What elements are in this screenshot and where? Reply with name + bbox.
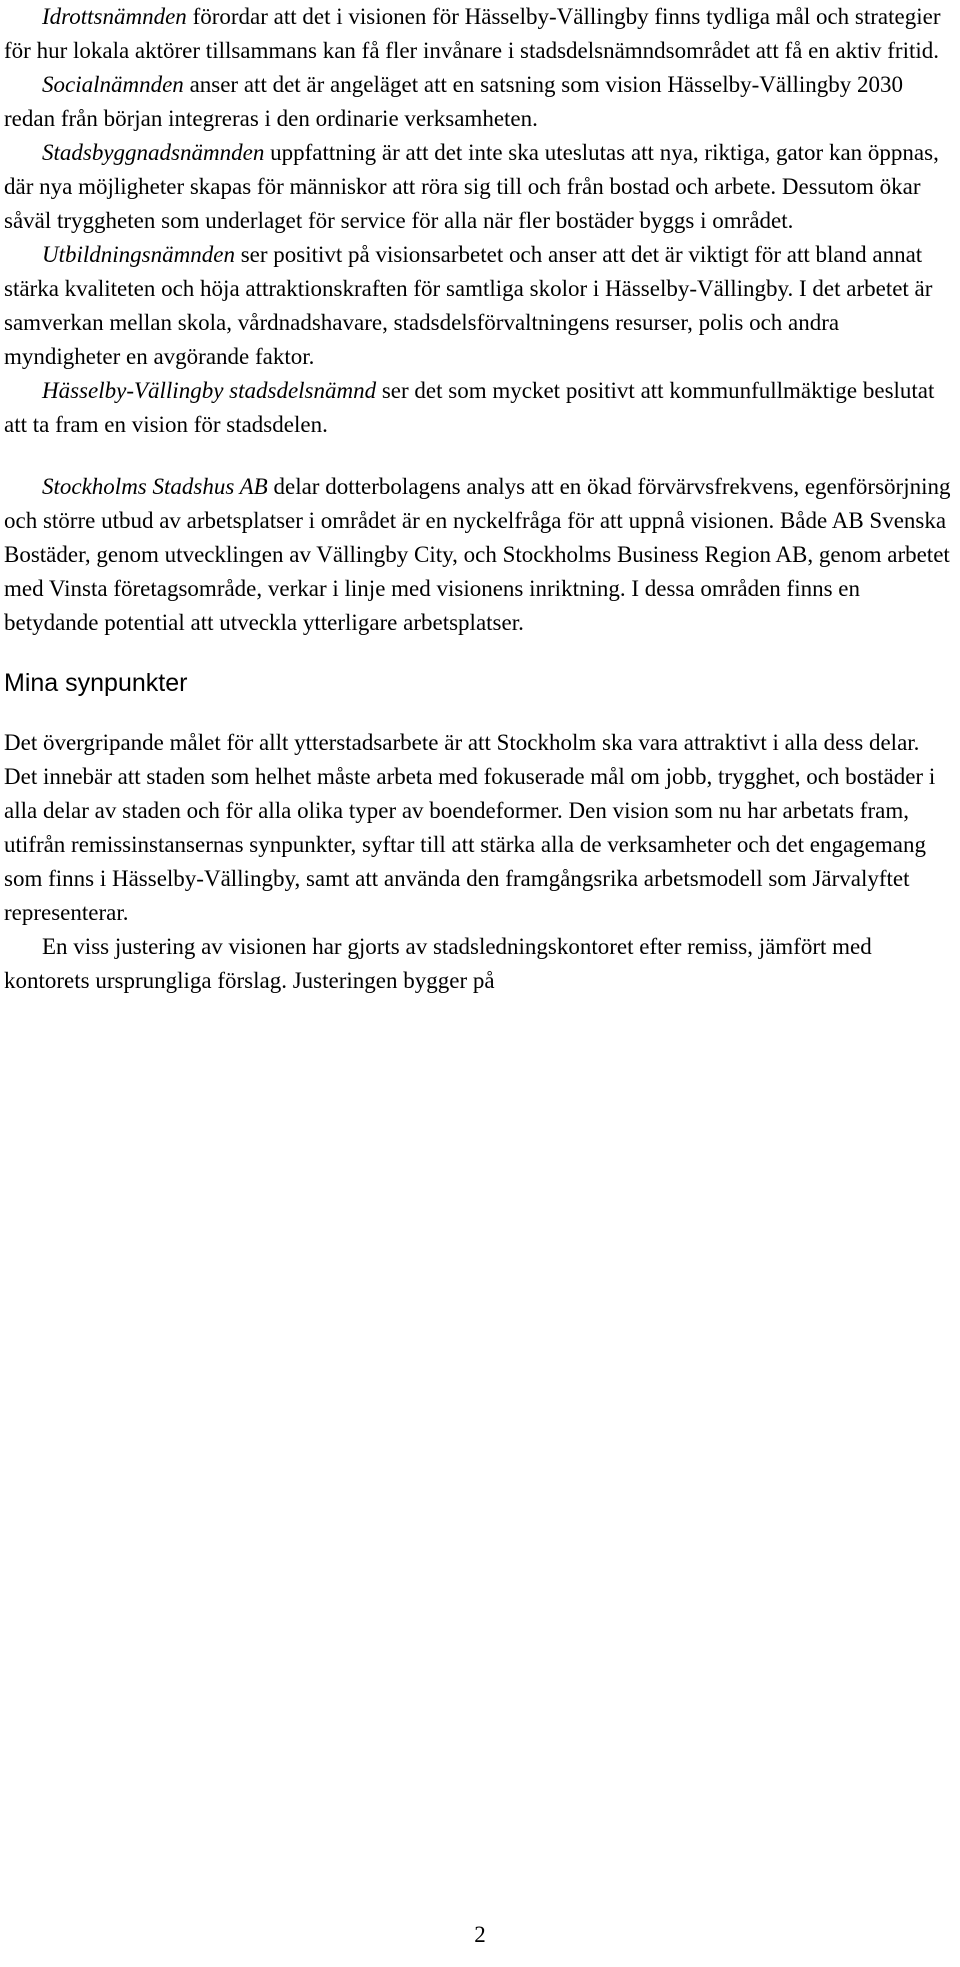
agency-name: Stadsbyggnadsnämnden bbox=[42, 140, 265, 165]
paragraph-text: ser positivt på visionsarbetet och anser att det är viktigt för att bland annat stärka kvaliteten och höja attraktionskraften för samtliga skolor i Hässelby-Vällingby. I det arbetet är samverkan mellan skola, vårdnadshavare, stadsdelsförvaltningens resurser, polis och andra myndigheter en avgörande faktor. bbox=[4, 242, 933, 369]
paragraph-text: anser att det är angeläget att en satsning som vision Hässelby-Vällingby 2030 redan från början integreras i den ordinarie verksamheten. bbox=[4, 72, 904, 131]
paragraph-mina-synpunkter-1: Det övergripande målet för allt ytterstadsarbete är att Stockholm ska vara attraktivt i alla dess delar. Det innebär att staden som helhet måste arbeta med fokuserade mål om jobb, trygghet, och bostäder i alla delar av staden och för alla olika typer av boendeformer. Den vision som nu har arbetats fram, utifrån remissinstansernas synpunkter, syftar till att stärka alla de verksamheter och det engagemang som finns i Hässelby-Vällingby, samt att använda den framgångsrika arbetsmodell som Järvalyftet representerar. bbox=[4, 730, 936, 925]
agency-name: Stockholms Stadshus AB bbox=[42, 474, 268, 499]
paragraph-text: delar dotterbolagens analys att en ökad förvärvsfrekvens, egenförsörjning och större utbud av arbetsplatser i området är en nyckelfråga för att uppnå visionen. Både AB Svenska Bostäder, genom utvecklingen av Vällingby City, och Stockholms Business Region AB, genom arbetet med Vinsta företagsområde, verkar i linje med visionens inriktning. I dessa områden finns en betydande potential att utveckla ytterligare arbetsplatser. bbox=[4, 474, 951, 635]
agency-name: Hässelby-Vällingby stadsdelsnämnd bbox=[42, 378, 377, 403]
agency-name: Socialnämnden bbox=[42, 72, 184, 97]
paragraph-text: ser det som mycket positivt att kommunfullmäktige beslutat att ta fram en vision för stadsdelen. bbox=[4, 378, 935, 437]
paragraph-socialnamnden bbox=[4, 68, 952, 136]
paragraph-utbildningsnamnden bbox=[4, 238, 952, 374]
document-body bbox=[4, 0, 952, 998]
paragraph-stadsbyggnadsnamnden bbox=[4, 136, 952, 238]
paragraph-text: förordar att det i visionen för Hässelby-Vällingby finns tydliga mål och strategier för hur lokala aktörer tillsammans kan få fler invånare i stadsdelsnämndsområdet att få en aktiv fritid. bbox=[4, 4, 941, 63]
page-number: 2 bbox=[474, 1922, 486, 1947]
agency-name: Idrottsnämnden bbox=[42, 4, 187, 29]
paragraph-stadshus bbox=[4, 470, 952, 640]
paragraph-stadsdelsnamnd bbox=[4, 374, 952, 442]
paragraph-text: uppfattning är att det inte ska uteslutas att nya, riktiga, gator kan öppnas, där nya möjligheter skapas för människor att röra sig till och från bostad och arbete. Dessutom ökar såväl tryggheten som underlaget för service för alla när fler bostäder byggs i området. bbox=[4, 140, 939, 233]
section-heading: Mina synpunkter bbox=[4, 669, 188, 697]
paragraph-idrottsnamnden bbox=[4, 0, 952, 68]
agency-name: Utbildningsnämnden bbox=[42, 242, 235, 267]
paragraph-mina-synpunkter-2: En viss justering av visionen har gjorts av stadsledningskontoret efter remiss, jämfört med kontorets ursprungliga förslag. Justeringen bygger på bbox=[4, 934, 872, 993]
